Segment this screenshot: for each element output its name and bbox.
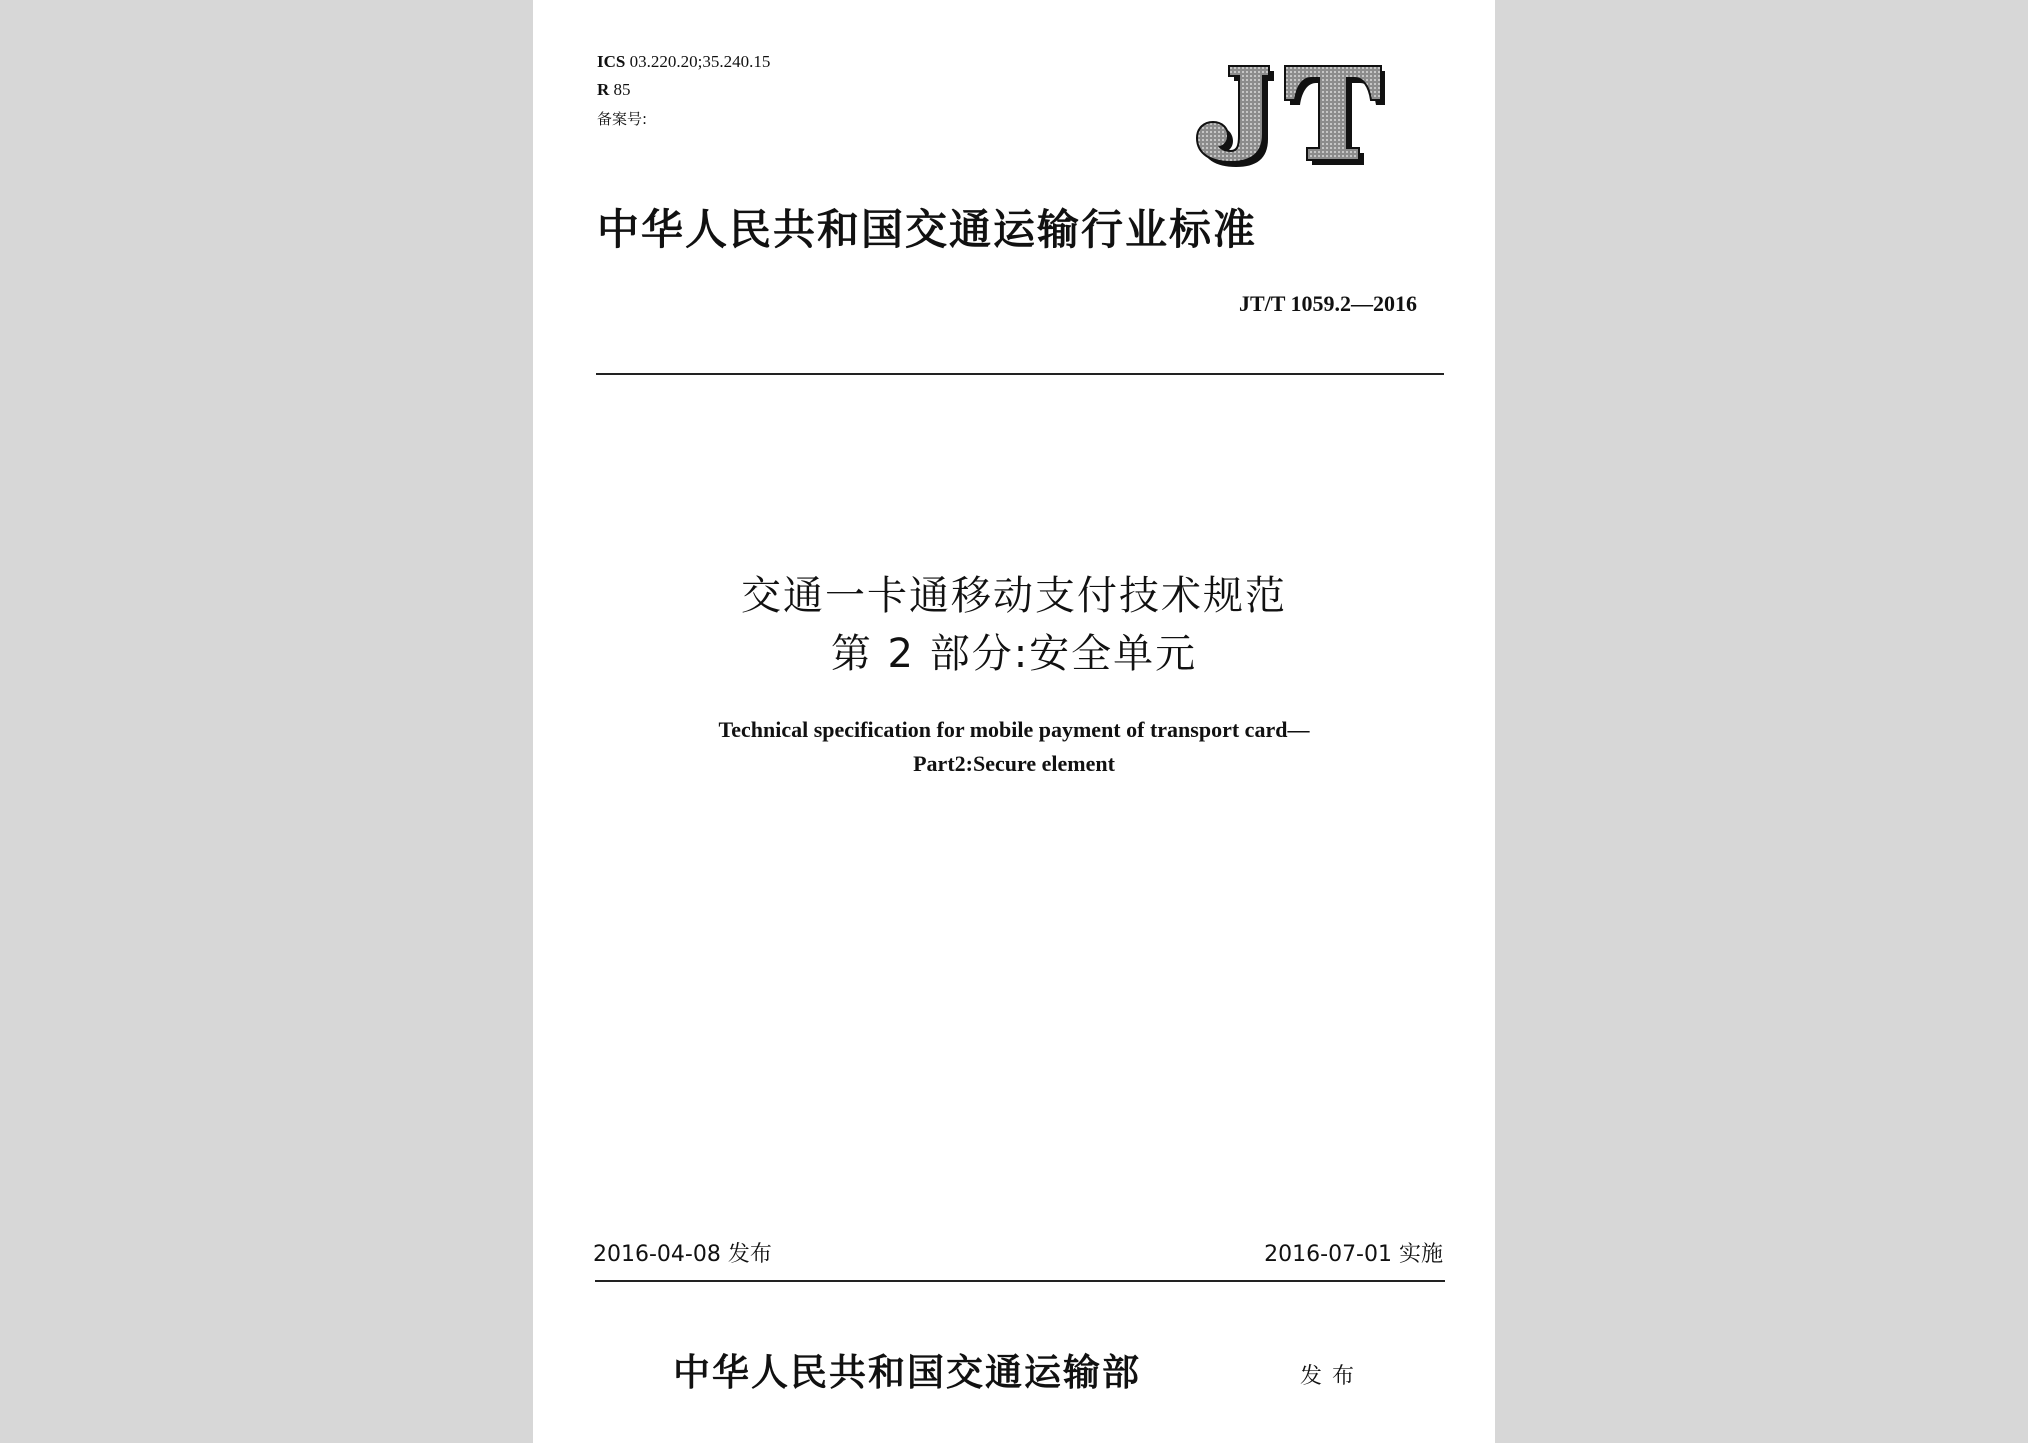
document-page [533, 0, 1495, 1443]
title-cn-main: 交通一卡通移动支付技术规范 [741, 573, 1287, 619]
issue-date: 2016-04-08 发布 [593, 1242, 772, 1267]
top-divider [596, 373, 1444, 375]
title-en-main: Technical specification for mobile payment of transport card— [718, 717, 1310, 742]
ics-codes: 03.220.20;35.240.15 [629, 52, 771, 71]
r-code: 85 [613, 80, 631, 99]
title-en-part: Part2:Secure element [913, 751, 1115, 776]
bottom-divider [595, 1280, 1445, 1282]
implementation-date: 2016-07-01 实施 [1264, 1242, 1443, 1267]
publish-action: 发布 [1300, 1364, 1365, 1389]
title-cn-part: 第 2 部分:安全单元 [830, 631, 1198, 677]
publisher-name: 中华人民共和国交通运输部 [673, 1350, 1141, 1394]
r-code-line [597, 80, 631, 100]
standard-number: JT/T 1059.2—2016 [1238, 291, 1417, 316]
ics-code-line [597, 52, 770, 72]
r-label: R [597, 80, 610, 99]
ics-label: ICS [597, 52, 626, 71]
filing-number-label: 备案号: [597, 110, 648, 128]
jt-logo-icon [1185, 62, 1385, 168]
standard-issuer-title: 中华人民共和国交通运输行业标准 [597, 205, 1258, 254]
